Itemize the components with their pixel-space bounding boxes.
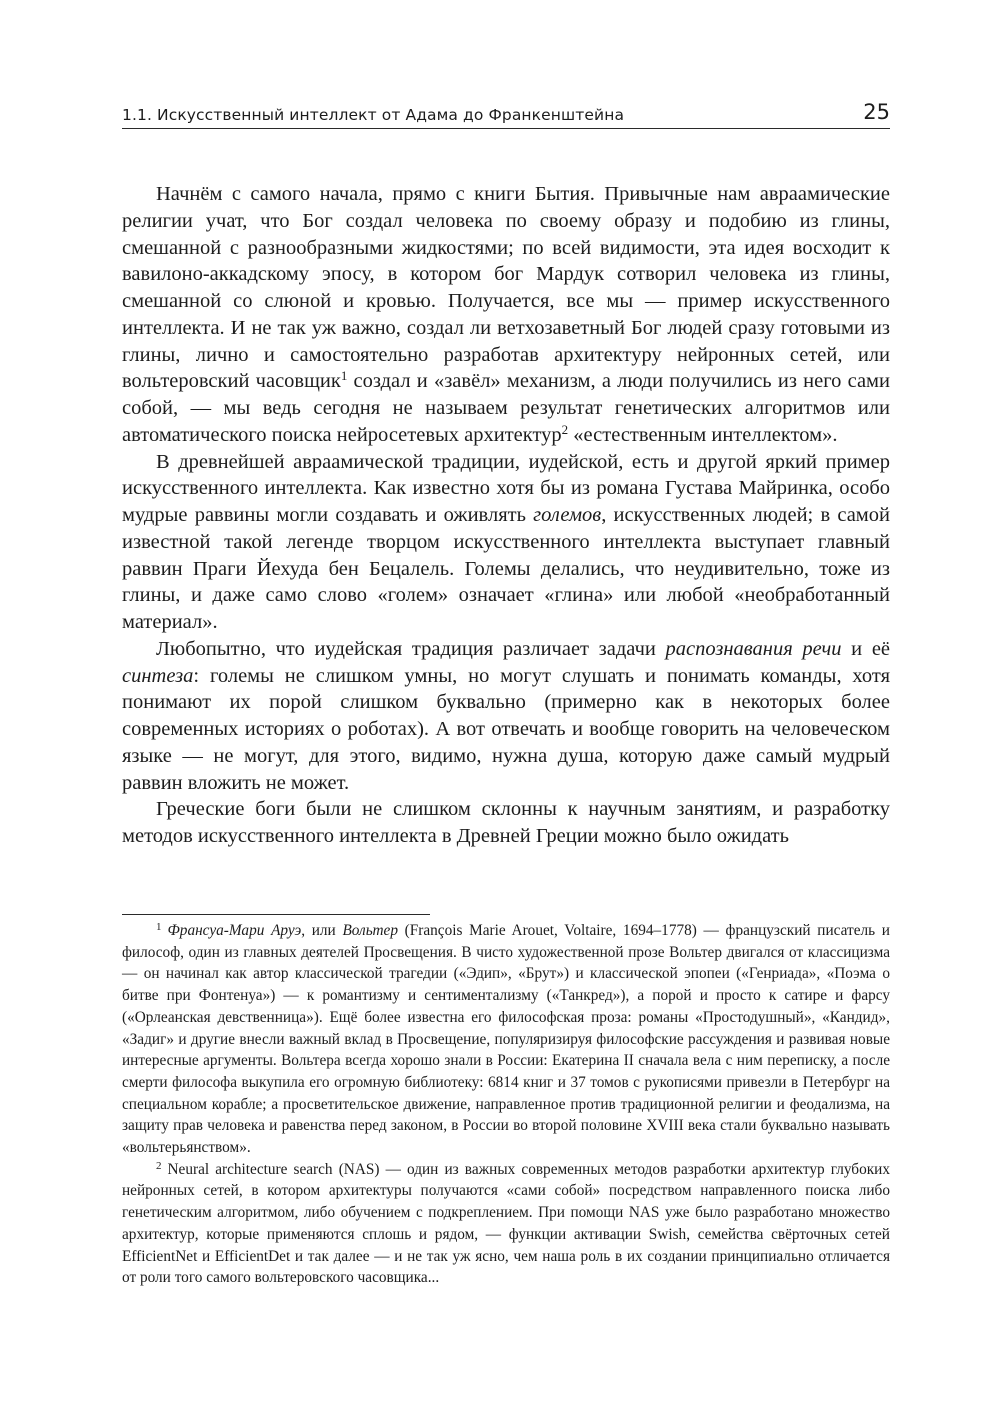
- paragraph-3-text-a: Любопытно, что иудейская традиция различает задачи: [156, 637, 666, 660]
- paragraph-1-text-c: «естественным интеллектом».: [568, 423, 838, 446]
- paragraph-1-text-a: Начнём с самого начала, прямо с книги Бытия. Привычные нам авраамические религии учат, что Бог создал человека по своему образу и подобию из глины, смешанной с разнообразными жидкостями; по всей видимости, эта идея восходит к вавилоно-аккадскому эпосу, в котором бог Мардук сотворил человека из глины, смешанной со слюной и кровью. Получается, все мы — пример искусственного интеллекта. И не так уж важно, создал ли ветхозаветный Бог людей сразу готовыми из глины, лично и самостоятельно разработав архитектуру нейронных сетей, или вольтеровский часовщик: [122, 183, 890, 393]
- paragraph-1: [122, 181, 890, 449]
- footnote-2-text: Neural architecture search (NAS) — один из важных современных методов разработки архитектур глубоких нейронных сетей, в котором архитектуры получаются «сами собой» посредством направленного поиска либо генетическим алгоритмом, либо обучением с подкреплением. При помощи NAS уже было разработано множество архитектур, которые применяются сплошь и рядом, — функции активации Swish, семейства свёрточных сетей EfficientNet и EfficientDet и так далее — и не так уж ясно, чем наша роль в их создании принципиально отличается от роли того самого вольтеровского часовщика...: [122, 1160, 890, 1287]
- footnote-1-name-voltaire: Вольтер: [342, 922, 398, 939]
- footnote-1: [122, 920, 890, 1159]
- section-title: 1.1. Искусственный интеллект от Адама до Франкенштейна: [122, 106, 625, 124]
- emphasis-golems: големов: [533, 504, 602, 526]
- paragraph-2: [122, 449, 890, 636]
- footnote-ref-1[interactable]: 1: [340, 368, 348, 384]
- main-text: [122, 181, 890, 850]
- footnote-ref-2[interactable]: 2: [561, 421, 569, 437]
- footnote-1-text-a: , или: [301, 922, 343, 939]
- paragraph-2-text-a: В древнейшей авраамической традиции, иудейской, есть и другой яркий пример искусственного интеллекта. Как известно хотя бы из романа Густава Майринка, особо мудрые раввины могли создавать и оживлять: [122, 450, 890, 526]
- footnote-2: [122, 1159, 890, 1289]
- footnote-1-name-arouet: Франсуа-Мари Аруэ: [167, 922, 302, 939]
- emphasis-speech-recognition: распознавания речи: [665, 637, 842, 660]
- paragraph-1-text-b: создал и «завёл» механизм, а люди получились из него сами собой, — мы ведь сегодня не называем результат генетических алгоритмов или автоматического поиска нейросетевых архитектур: [122, 370, 890, 446]
- paragraph-3-text-b: и её: [841, 637, 891, 660]
- footnote-1-mark: 1: [156, 921, 162, 933]
- footnote-2-mark: 2: [156, 1159, 162, 1172]
- header-rule: [122, 128, 890, 129]
- paragraph-4: Греческие боги были не слишком склонны к научным занятиям, и разработку методов искусственного интеллекта в Древней Греции можно было ожидать: [122, 798, 890, 847]
- emphasis-synthesis: синтеза: [122, 664, 194, 687]
- footnotes: [122, 920, 890, 1289]
- page-number: 25: [863, 100, 890, 124]
- paragraph-3: [122, 636, 890, 797]
- paragraph-3-text-c: : големы не слишком умны, но могут слушать и понимать команды, хотя понимают их порой слишком буквально (примерно как в некоторых более современных историях о роботах). А вот отвечать и вообще говорить на человеческом языке — не могут, для этого, видимо, нужна душа, которую даже самый мудрый раввин вложить не может.: [122, 664, 890, 794]
- paragraph-2-text-b: , искусственных людей; в самой известной такой легенде творцом искусственного интеллекта выступает главный раввин Праги Йехуда бен Бецалель. Големы делались, что неудивительно, тоже из глины, и даже само слово «голем» означает «глина» или любой «необработанный материал».: [122, 504, 891, 633]
- footnote-1-text-b: (François Marie Arouet, Voltaire, 1694–1778) — французский писатель и философ, один из главных деятелей Просвещения. В чисто художественной прозе Вольтер двигался от классицизма — он начинал как автор классической трагедии («Эдип», «Брут») и классической эпопеи («Генриада», «Поэма о битве при Фонтенуа») — к романтизму и сентиментализму («Танкред»), а порой и просто к сатире и фарсу («Орлеанская девственница»). Ещё более известна его философская проза: романы «Простодушный», «Кандид», «Задиг» и другие внесли важный вклад в Просвещение, популяризируя философские рассуждения и развивая новые интересные аргументы. Вольтера всегда хорошо знали в России: Екатерина II сначала вела с ним переписку, а после смерти философа выкупила его огромную библиотеку: 6814 книг и 37 томов с рукописями привезли в Петербург на специальном корабле; а просветительское движение, направленное против традиционной религии и феодализма, на защиту прав человека и равенства перед законом, в России во второй половине XVIII века стали буквально называть «вольтерьянством».: [122, 922, 890, 1157]
- footnote-separator: [122, 914, 430, 915]
